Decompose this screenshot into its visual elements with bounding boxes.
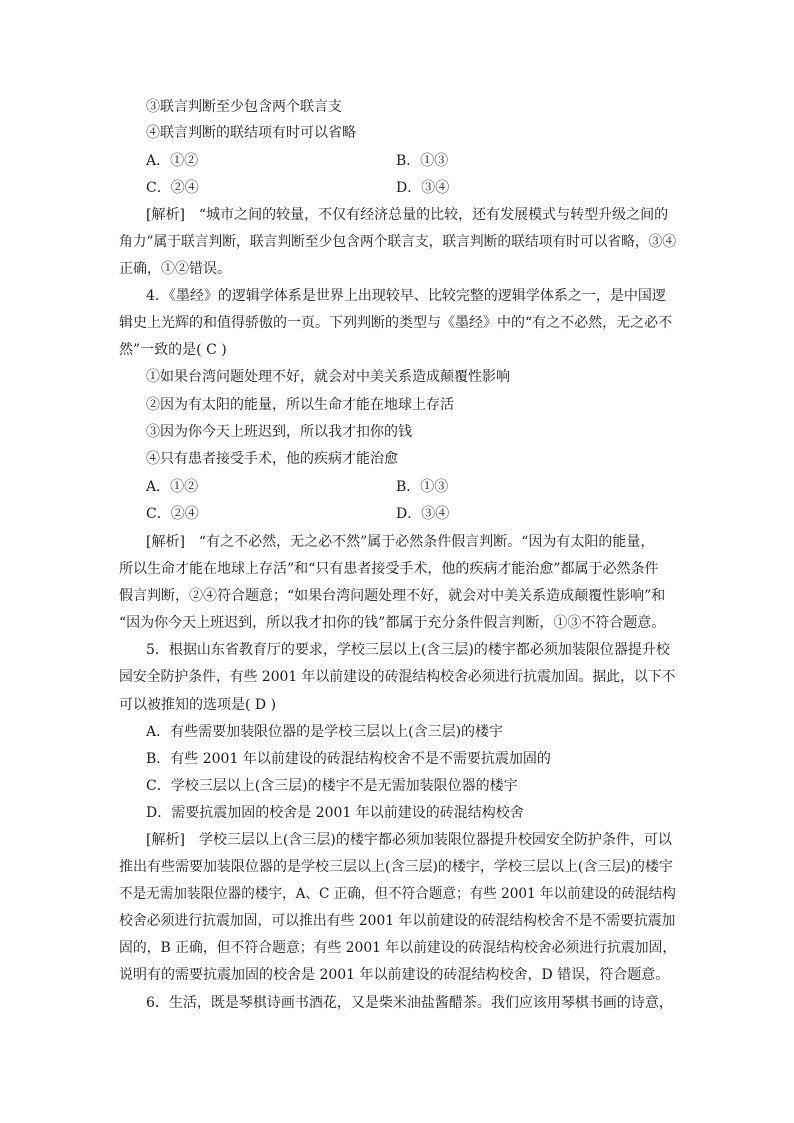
q5-option-c: C．学校三层以上(含三层)的楼宇不是无需加装限位器的楼宇 bbox=[146, 778, 518, 794]
q4-item-4: ④只有患者接受手术，他的疾病才能治愈 bbox=[146, 451, 398, 467]
q4-stem-line-2: 辑史上光辉的和值得骄傲的一页。下列判断的类型与《墨经》中的“有之不必然，无之必不 bbox=[119, 315, 673, 331]
q5-option-a: A．有些需要加装限位器的是学校三层以上(含三层)的楼宇 bbox=[146, 724, 504, 740]
q4-analysis-line-3: 假言判断，②④符合题意；“如果台湾问题处理不好，就会对中美关系造成颠覆性影响”和 bbox=[119, 588, 666, 604]
q4-analysis-line-2: 所以生命才能在地球上存活”和“只有患者接受手术，他的疾病才能治愈”都属于必然条件 bbox=[119, 561, 659, 577]
q3-item-4: ④联言判断的联结项有时可以省略 bbox=[146, 125, 356, 141]
q4-analysis-line-4: “因为你今天上班迟到，所以我才扣你的钱”都属于充分条件假言判断，①③不符合题意。 bbox=[119, 615, 666, 631]
q3-option-d: D．③④ bbox=[396, 180, 450, 196]
q3-item-3: ③联言判断至少包含两个联言支 bbox=[146, 99, 342, 115]
q4-analysis-line-1: [解析] “有之不必然，无之必不然”属于必然条件假言判断。“因为有太阳的能量， bbox=[146, 534, 655, 550]
q5-analysis-line-6: 说明有的需要抗震加固的校舍是 2001 年以前建设的砖混结构校舍，D 错误，符合题意。 bbox=[119, 967, 670, 983]
q4-item-2: ②因为有太阳的能量，所以生命才能在地球上存活 bbox=[146, 397, 454, 413]
q4-option-b: B．①③ bbox=[396, 479, 449, 495]
q5-stem-line-2: 园安全防护条件，有些 2001 年以前建设的砖混结构校舍必须进行抗震加固。据此，以下不 bbox=[119, 669, 676, 685]
q6-stem-line-1: 6．生活，既是琴棋诗画书酒花，又是柴米油盐酱醋茶。我们应该用琴棋书画的诗意， bbox=[146, 995, 673, 1011]
q3-option-c: C．②④ bbox=[146, 180, 199, 196]
q3-option-b: B．①③ bbox=[396, 153, 449, 169]
q3-analysis-line-1: [解析] “城市之间的较量，不仅有经济总量的比较，还有发展模式与转型升级之间的 bbox=[146, 207, 669, 223]
q3-option-a: A．①② bbox=[146, 153, 199, 169]
q5-stem-line-3: 可以被推知的选项是( D ) bbox=[119, 697, 277, 713]
q4-item-1: ①如果台湾问题处理不好，就会对中美关系造成颠覆性影响 bbox=[146, 369, 510, 385]
q5-analysis-line-3: 不是无需加装限位器的楼宇，A、C 正确，但不符合题意；有些 2001 年以前建设的砖混结构 bbox=[119, 886, 676, 902]
q5-analysis-line-1: [解析] 学校三层以上(含三层)的楼宇都必须加装限位器提升校园安全防护条件，可以 bbox=[146, 832, 672, 848]
q4-option-c: C．②④ bbox=[146, 506, 199, 522]
q5-analysis-line-2: 推出有些需要加装限位器的是学校三层以上(含三层)的楼宇，学校三层以上(含三层)的楼宇 bbox=[119, 859, 673, 875]
q4-stem-line-1: 4．《墨经》的逻辑学体系是世界上出现较早、比较完整的逻辑学体系之一，是中国逻 bbox=[146, 288, 666, 304]
q3-analysis-line-3: 正确，①②错误。 bbox=[119, 261, 231, 277]
q3-analysis-line-2: 角力”属于联言判断，联言判断至少包含两个联言支，联言判断的联结项有时可以省略，③④ bbox=[119, 234, 677, 250]
q5-option-b: B．有些 2001 年以前建设的砖混结构校舍不是不需要抗震加固的 bbox=[146, 751, 551, 767]
q4-option-d: D．③④ bbox=[396, 506, 450, 522]
q5-option-d: D．需要抗震加固的校舍是 2001 年以前建设的砖混结构校舍 bbox=[146, 805, 524, 821]
q5-analysis-line-4: 校舍必须进行抗震加固，可以推出有些 2001 年以前建设的砖混结构校舍不是不需要抗震加 bbox=[119, 913, 676, 929]
q4-stem-line-3: 然”一致的是( C ) bbox=[119, 342, 227, 358]
q4-option-a: A．①② bbox=[146, 479, 199, 495]
q4-item-3: ③因为你今天上班迟到，所以我才扣你的钱 bbox=[146, 424, 412, 440]
q5-stem-line-1: 5．根据山东省教育厅的要求，学校三层以上(含三层)的楼宇都必须加装限位器提升校 bbox=[146, 642, 670, 658]
q5-analysis-line-5: 固的，B 正确，但不符合题意；有些 2001 年以前建设的砖混结构校舍必须进行抗震加固， bbox=[119, 940, 677, 956]
